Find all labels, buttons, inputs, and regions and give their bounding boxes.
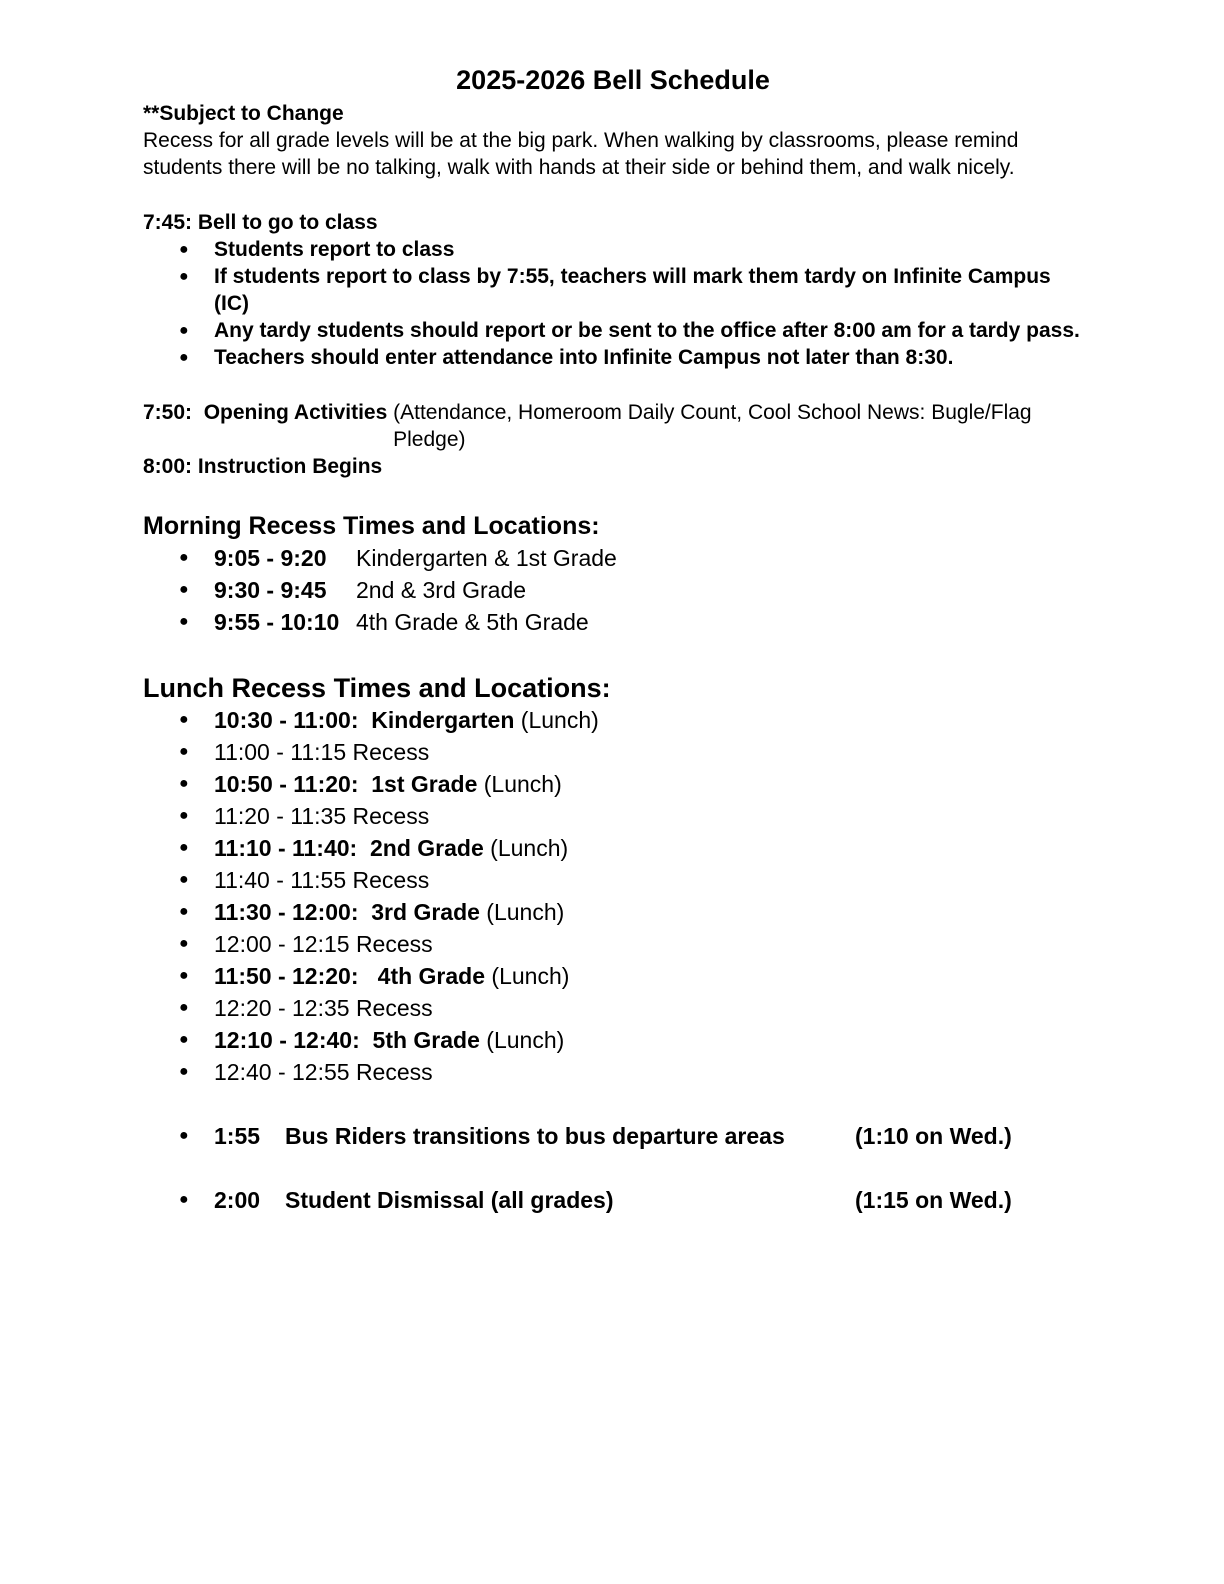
list-item: [143, 1120, 1083, 1152]
lunch-grade: 5th Grade: [372, 1027, 480, 1053]
recess-sub-item: ● 11:20 - 11:35 Recess: [143, 800, 1083, 832]
subject-to-change-note: **Subject to Change: [143, 102, 344, 125]
bell-item: ● Any tardy students should report or be sent to the office after 8:00 am for a tardy pass.: [143, 317, 1083, 344]
instruction-begins: 8:00: Instruction Begins: [143, 455, 383, 478]
recess-time: 9:55 - 10:10: [214, 609, 340, 635]
recess-time: 9:30 - 9:45: [214, 577, 327, 603]
lunch-time: 11:30 - 12:00:: [214, 899, 372, 925]
list-item: [143, 832, 1083, 864]
list-item: [143, 896, 1083, 928]
bell-item: ● Students report to class: [143, 236, 1083, 263]
bell-heading: 7:45: Bell to go to class: [143, 211, 378, 234]
recess-sub-item: ● 12:00 - 12:15 Recess: [143, 928, 1083, 960]
lunch-grade: 2nd Grade: [370, 835, 484, 861]
end-time: 1:55: [214, 1123, 261, 1149]
recess-grade: 4th Grade & 5th Grade: [356, 609, 589, 635]
end-of-day-list: [143, 1120, 1083, 1216]
list-item: [143, 574, 1083, 606]
list-item: [143, 542, 1083, 574]
bell-item: ● Teachers should enter attendance into Infinite Campus not later than 8:30.: [143, 344, 1083, 371]
lunch-recess-heading: Lunch Recess Times and Locations:: [143, 673, 611, 703]
end-desc: Bus Riders transitions to bus departure areas: [285, 1123, 785, 1149]
lunch-time: 11:50 - 12:20:: [214, 963, 378, 989]
recess-time: 9:05 - 9:20: [214, 545, 327, 571]
lunch-note: (Lunch): [479, 899, 565, 925]
lunch-time: 10:30 - 11:00:: [214, 707, 372, 733]
list-item: [143, 768, 1083, 800]
intro-paragraph: Recess for all grade levels will be at the big park. When walking by classrooms, please remind students there will be no talking, walk with hands at their side or behind them, and walk nicely.: [143, 129, 1019, 179]
lunch-time: 12:10 - 12:40:: [214, 1027, 373, 1053]
list-item: [143, 606, 1083, 638]
bell-list: [143, 236, 1083, 371]
end-time: 2:00: [214, 1187, 261, 1213]
lunch-grade: 3rd Grade: [371, 899, 480, 925]
lunch-note: (Lunch): [479, 1027, 565, 1053]
list-item: [143, 1184, 1083, 1216]
end-desc: Student Dismissal (all grades): [285, 1187, 614, 1213]
lunch-note: (Lunch): [514, 707, 599, 733]
recess-sub-item: ● 11:00 - 11:15 Recess: [143, 736, 1083, 768]
lunch-grade: 4th Grade: [377, 963, 486, 989]
lunch-note: (Lunch): [485, 963, 570, 989]
page-title: 2025-2026 Bell Schedule: [456, 65, 770, 95]
opening-label: 7:50: Opening Activities: [143, 401, 394, 424]
lunch-grade: Kindergarten: [371, 707, 515, 733]
recess-grade: 2nd & 3rd Grade: [356, 577, 527, 603]
end-wed: (1:15 on Wed.): [855, 1187, 1012, 1213]
lunch-recess-list: [143, 704, 1083, 1088]
morning-recess-heading: Morning Recess Times and Locations:: [143, 512, 600, 540]
lunch-note: (Lunch): [483, 835, 569, 861]
recess-sub-item: ● 12:20 - 12:35 Recess: [143, 992, 1083, 1024]
list-item: [143, 960, 1083, 992]
bell-item: ● If students report to class by 7:55, teachers will mark them tardy on Infinite Campus (IC): [143, 263, 1083, 317]
recess-sub-item: ● 12:40 - 12:55 Recess: [143, 1056, 1083, 1088]
lunch-note: (Lunch): [477, 771, 562, 797]
document-page: [143, 60, 1083, 1216]
lunch-time: 10:50 - 11:20:: [214, 771, 372, 797]
recess-sub-item: ● 11:40 - 11:55 Recess: [143, 864, 1083, 896]
opening-activities: [143, 399, 1083, 453]
morning-recess-list: [143, 542, 1083, 638]
list-item: [143, 704, 1083, 736]
recess-grade: Kindergarten & 1st Grade: [356, 545, 617, 571]
list-item: [143, 1024, 1083, 1056]
lunch-grade: 1st Grade: [371, 771, 478, 797]
lunch-time: 11:10 - 11:40:: [214, 835, 370, 861]
end-wed: (1:10 on Wed.): [855, 1123, 1012, 1149]
opening-desc: (Attendance, Homeroom Daily Count, Cool School News: Bugle/Flag Pledge): [393, 401, 1032, 451]
